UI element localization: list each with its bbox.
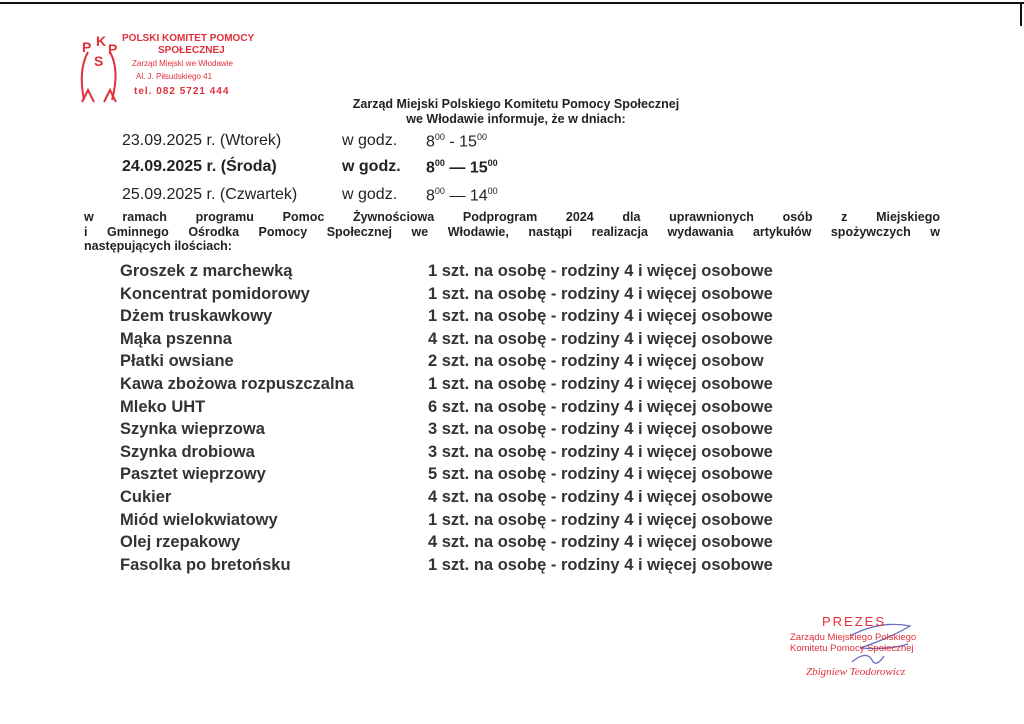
item-name: Olej rzepakowy [120,533,241,552]
item-name: Dżem truskawkowy [120,307,273,326]
date-text: 24.09.2025 r. (Środa) [122,158,277,175]
item-name: Kawa zbożowa rozpuszczalna [120,374,354,393]
svg-text:P: P [82,39,92,55]
list-item [120,398,860,421]
list-item [120,262,860,285]
food-items-list [120,262,860,578]
paragraph-line-2: i Gminnego Ośrodka Pomocy Społecznej we Włodawie, nastąpi realizacja wydawania artykułów spożywczych w [84,224,940,239]
list-item [120,420,860,443]
list-item [120,556,860,579]
organization-stamp [74,30,274,110]
item-quantity: 1 szt. na osobę - rodziny 4 i więcej osobowe [428,374,773,393]
svg-text:P: P [108,41,118,57]
item-quantity: 1 szt. na osobę - rodziny 4 i więcej osobowe [428,510,773,529]
item-quantity: 4 szt. na osobę - rodziny 4 i więcej osobowe [428,329,773,348]
list-item [120,285,860,308]
president-signature-stamp [780,612,960,682]
signature-line-2: Komitetu Pomocy Społecznej [790,643,914,654]
list-item [120,375,860,398]
date-text: 25.09.2025 r. (Czwartek) [122,186,298,203]
item-name: Cukier [120,487,172,506]
list-item [120,465,860,488]
list-item [120,330,860,353]
stamp-line-4: Al. J. Piłsudskiego 41 [136,72,213,81]
stamp-phone: tel. 082 5721 444 [134,86,230,97]
scan-top-border [0,2,1024,4]
item-name: Miód wielokwiatowy [120,510,278,529]
item-name: Fasolka po bretońsku [120,555,291,574]
hours-range: $8^{00}$ — $14^{00}$ [426,186,498,205]
hours-label: w godz. [342,132,398,149]
heading-line-2: we Włodawie informuje, że w dniach: [406,112,626,126]
item-name: Pasztet wieprzowy [120,465,266,484]
paragraph-line-3: następujących ilościach: [84,239,232,253]
item-quantity: 1 szt. na osobę - rodziny 4 i więcej osobowe [428,284,773,303]
scan-right-border [1020,2,1022,26]
item-name: Mleko UHT [120,397,206,416]
item-quantity: 5 szt. na osobę - rodziny 4 i więcej osobowe [428,465,773,484]
heading-line-1: Zarząd Miejski Polskiego Komitetu Pomocy Społecznej [352,97,680,111]
item-quantity: 4 szt. na osobę - rodziny 4 i więcej osobowe [428,533,773,552]
stamp-line-2: SPOŁECZNEJ [158,45,225,56]
item-name: Groszek z marchewką [120,262,293,280]
item-name: Mąka pszenna [120,329,232,348]
paragraph-line-1: w ramach programu Pomoc Żywnościowa Podprogram 2024 dla uprawnionych osób z Miejskiego [84,210,940,224]
list-item [120,307,860,330]
item-name: Szynka wieprzowa [120,420,265,439]
item-name: Szynka drobiowa [120,442,255,461]
signature-line-1: Zarządu Miejskiego Polskiego [790,632,917,643]
hours-range: $8^{00} - 15^{00}$ [426,132,487,151]
item-quantity: 3 szt. na osobę - rodziny 4 i więcej osobowe [428,442,773,461]
list-item [120,352,860,375]
stamp-line-1: POLSKI KOMITET POMOCY [122,33,255,44]
signature-title: PREZES [822,614,887,629]
list-item [120,443,860,466]
item-quantity: 3 szt. na osobę - rodziny 4 i więcej osobowe [428,420,773,439]
item-quantity: 2 szt. na osobę - rodziny 4 i więcej osobow [428,352,764,371]
item-quantity: 4 szt. na osobę - rodziny 4 i więcej osobowe [428,487,773,506]
item-quantity: 1 szt. na osobę - rodziny 4 i więcej osobowe [428,262,773,280]
item-quantity: 6 szt. na osobę - rodziny 4 i więcej osobowe [428,397,773,416]
list-item [120,511,860,534]
list-item [120,488,860,511]
item-quantity: 1 szt. na osobę - rodziny 4 i więcej osobowe [428,555,773,574]
svg-text:K: K [96,33,107,49]
svg-text:S: S [94,53,104,69]
item-name: Koncentrat pomidorowy [120,284,310,303]
signature-name: Zbigniew Teodorowicz [806,666,906,678]
stamp-line-3: Zarząd Miejski we Włodawie [132,59,233,68]
hours-label: w godz. [342,158,401,175]
date-text: 23.09.2025 r. (Wtorek) [122,132,282,149]
list-item [120,533,860,556]
hours-label: w godz. [342,186,398,203]
item-quantity: 1 szt. na osobę - rodziny 4 i więcej osobowe [428,307,773,326]
announcement-paragraph [84,210,940,254]
item-name: Płatki owsiane [120,352,234,371]
hours-range: $8^{00}$ — $15^{00}$ [426,158,498,177]
